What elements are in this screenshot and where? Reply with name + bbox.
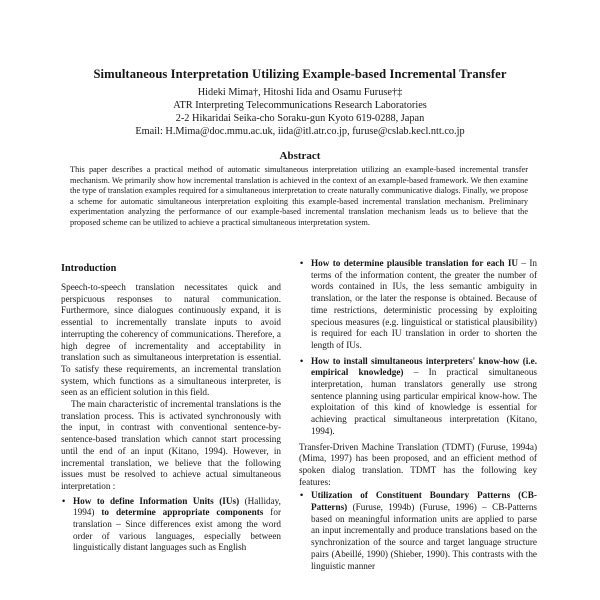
bullet-2-text: – In terms of the information content, the greater the number of words contained in IUs, the less semantic ambiguity in translation, or the later the response is obtained. Because of time restrictions, deterministic processing by exploiting specious measures (e.g. linguistical or statistical plausibility) is required for each IU translation in order to shorten the length of IUs.: [311, 258, 537, 350]
bullet-cb-patterns: [299, 490, 537, 572]
bullet-2-heading: How to determine plausible translation for each IU: [311, 258, 519, 268]
bullet-3-heading: How to install simultaneous interpreters' know-how (i.e. empirical knowledge): [311, 355, 537, 378]
bullet-plausible-translation: [299, 258, 537, 352]
bullet-4-text: (Furuse, 1994b) (Furuse, 1996) – CB-Patterns based on meaningful information units are applied to parse an input incrementally and produce translations based on the synchronization of the source and target language structure pairs (Abeillé, 1990) (Shieber, 1990). This contrasts with the linguistic manner: [311, 502, 537, 571]
paper-address: 2-2 Hikaridai Seika-cho Soraku-gun Kyoto 619-0288, Japan: [175, 113, 425, 124]
paper-affiliation: ATR Interpreting Telecommunications Research Laboratories: [173, 100, 427, 111]
bullet-4-heading: Utilization of Constituent Boundary Patterns (CB-Patterns): [311, 490, 537, 513]
bullet-information-units: [61, 496, 281, 555]
bullet-dot-icon: •: [300, 490, 304, 501]
intro-paragraph-2: The main characteristic of incremental translations is the translation process. This is activated synchronously with the input, in contrast with conventional sentence-by-sentence-based translation which cannot start processing until the end of an input (Kitano, 1994). However, in incremental translation, we believe that the following issues must be resolved to achieve actual simultaneous interpretation :: [61, 399, 281, 491]
right-column: [299, 258, 537, 572]
bullet-1-citation: (Halliday, 1994): [73, 495, 281, 518]
left-column: [61, 282, 281, 554]
bullet-1-text: for translation – Since differences exist among the word order of various languages, especially between linguistically distant languages such as English: [73, 507, 282, 553]
abstract-text: This paper describes a practical method of automatic simultaneous interpretation utilizing an example-based incremental transfer mechanism. We primarily show how incremental translation is achieved in the context of an example-based framework. We then examine the type of translation examples required for a simultaneous interpretation to create naturally communicative dialogs. Finally, we propose a scheme for automatic simultaneous interpretation exploiting this example-based incremental translation mechanism. Preliminary experimentation analyzing the performance of our example-based incremental translation mechanism leads us to believe that the proposed scheme can be utilized to achieve a practical simultaneous interpretation system.: [70, 165, 528, 227]
tdmt-paragraph: Transfer-Driven Machine Translation (TDMT) (Furuse, 1994a) (Mima, 1997) has been proposed, and an efficient method of spoken dialog translation. TDMT has the following key features:: [299, 441, 537, 487]
bullet-1-heading: How to define Information Units (IUs): [73, 495, 240, 506]
abstract-heading: Abstract: [279, 150, 321, 162]
intro-paragraph-1: Speech-to-speech translation necessitates quick and perspicuous responses to natural communication. Furthermore, since dialogues continuously expand, it is essential to incrementally translate inputs to avoid interrupting the coherency of communications. Therefore, a high degree of incrementality and acceptability in translation such as simultaneous interpretation is essential. To satisfy these requirements, an incremental translation system, which functions as a simultaneous interpreter, is seen as an efficient solution in this field.: [61, 282, 281, 398]
bullet-3-text: – In practical simultaneous interpretation, human translators generally use strong sentence planning using particular empirical know-how. The exploitation of this kind of knowledge is essential for achieving practical simultaneous interpretation (Kitano, 1994).: [311, 367, 537, 436]
bullet-dot-icon: •: [300, 355, 304, 366]
bullet-interpreter-knowhow: [299, 356, 537, 438]
bullet-dot-icon: •: [300, 258, 304, 268]
bullet-1-heading-2: to determine appropriate components: [101, 507, 264, 518]
introduction-heading: Introduction: [61, 263, 117, 274]
paper-title: Simultaneous Interpretation Utilizing Example-based Incremental Transfer: [93, 67, 507, 81]
paper-authors: Hideki Mima†, Hitoshi Iida and Osamu Furuse†‡: [197, 87, 403, 98]
paper-email: Email: H.Mima@doc.mmu.ac.uk, iida@itl.atr.co.jp, furuse@cslab.kecl.ntt.co.jp: [135, 126, 465, 137]
bullet-dot-icon: •: [62, 495, 66, 506]
